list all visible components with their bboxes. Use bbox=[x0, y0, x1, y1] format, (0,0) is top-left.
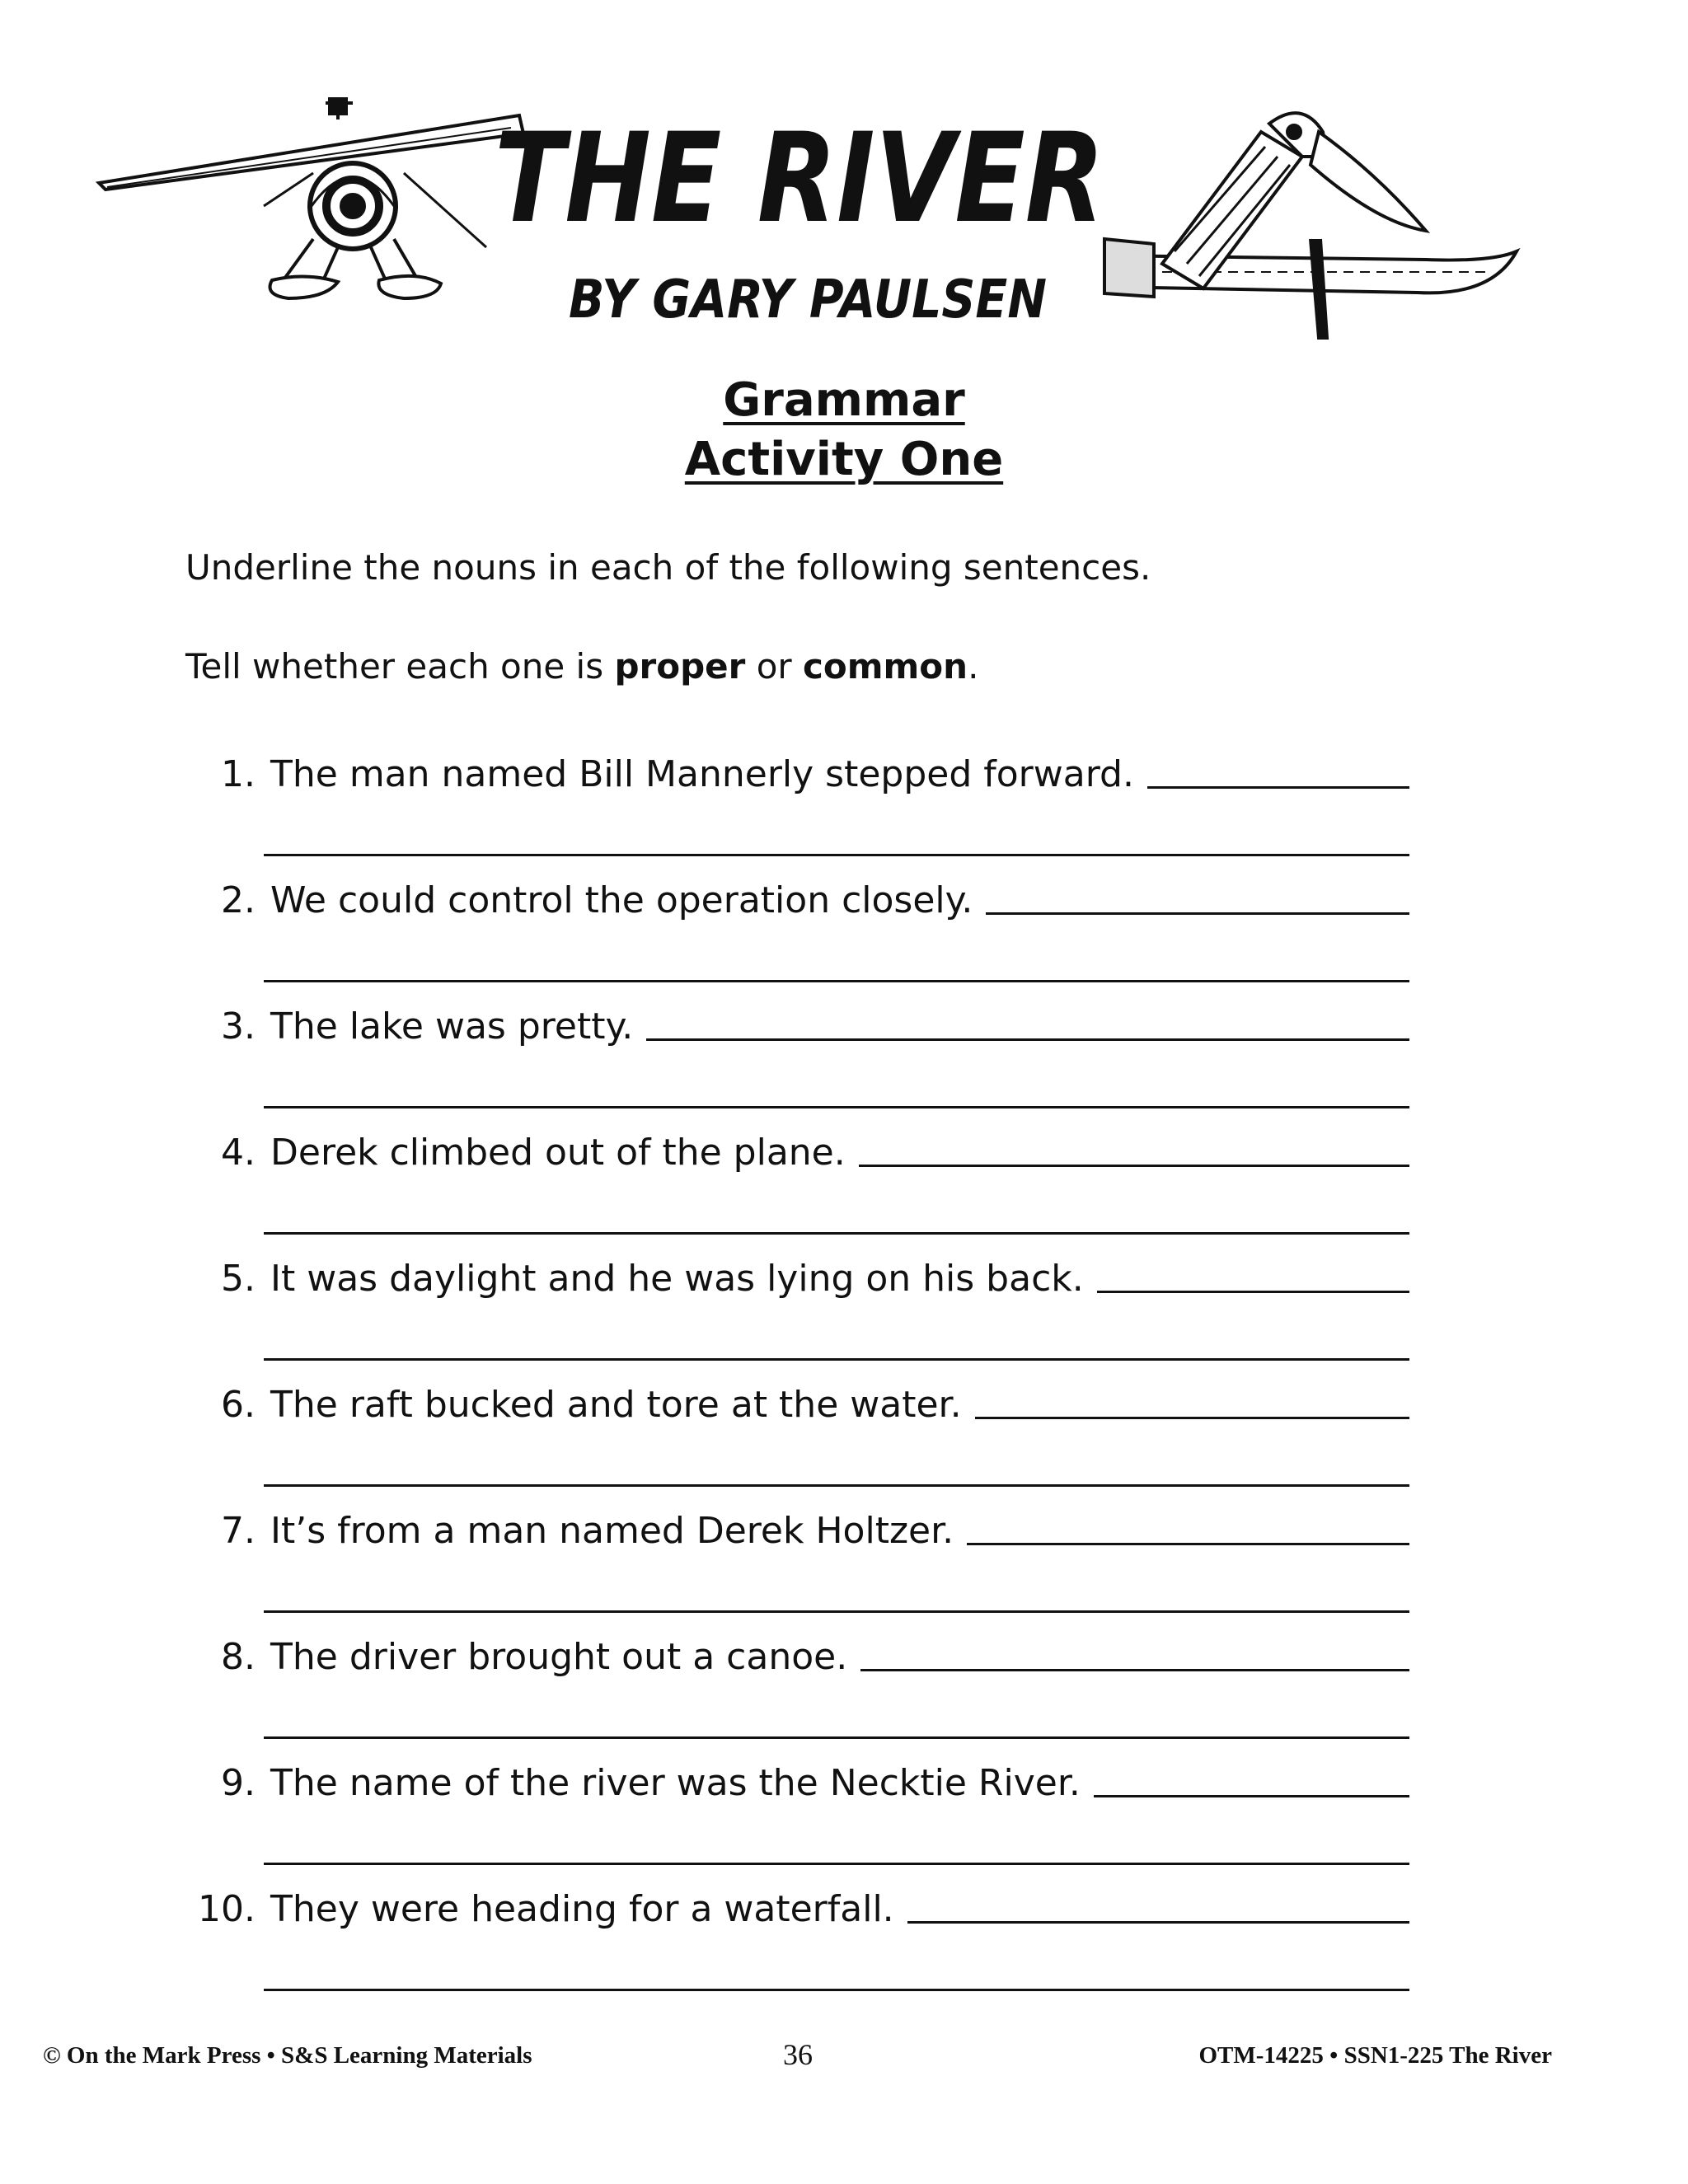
question-8 bbox=[173, 1629, 1409, 1678]
answer-blank[interactable] bbox=[1094, 1794, 1409, 1797]
question-7 bbox=[173, 1502, 1409, 1552]
instruction-text-a: Tell whether each one is bbox=[185, 646, 615, 687]
question-text: Derek climbed out of the plane. bbox=[270, 1132, 846, 1174]
airplane-illustration bbox=[99, 99, 523, 298]
instruction-common-bold: common bbox=[803, 646, 968, 687]
answer-blank[interactable] bbox=[859, 1164, 1409, 1167]
banner-title: THE RIVER bbox=[495, 107, 1104, 251]
question-3 bbox=[173, 998, 1409, 1047]
question-text: The raft bucked and tore at the water. bbox=[270, 1384, 962, 1426]
answer-line[interactable] bbox=[264, 1106, 1409, 1108]
answer-line[interactable] bbox=[264, 1610, 1409, 1613]
answer-line[interactable] bbox=[264, 1358, 1409, 1361]
question-number: 3. bbox=[221, 1005, 256, 1047]
instruction-proper-common bbox=[185, 646, 978, 687]
question-number: 1. bbox=[221, 753, 256, 795]
question-text: It was daylight and he was lying on his back. bbox=[270, 1258, 1084, 1300]
answer-blank[interactable] bbox=[975, 1416, 1409, 1419]
question-number: 10. bbox=[198, 1888, 256, 1930]
question-text: We could control the operation closely. bbox=[270, 879, 973, 921]
answer-blank[interactable] bbox=[860, 1668, 1409, 1671]
title-banner bbox=[91, 82, 1525, 346]
question-10 bbox=[173, 1881, 1409, 1930]
question-number: 8. bbox=[221, 1636, 256, 1678]
answer-blank[interactable] bbox=[646, 1038, 1409, 1041]
instruction-proper-bold: proper bbox=[614, 646, 746, 687]
question-5 bbox=[173, 1250, 1409, 1300]
question-9 bbox=[173, 1755, 1409, 1804]
question-text: They were heading for a waterfall. bbox=[270, 1888, 894, 1930]
question-text: The lake was pretty. bbox=[270, 1005, 634, 1047]
question-6 bbox=[173, 1376, 1409, 1426]
question-number: 9. bbox=[221, 1762, 256, 1804]
answer-blank[interactable] bbox=[1097, 1290, 1409, 1293]
answer-blank[interactable] bbox=[1147, 785, 1409, 789]
question-text: The driver brought out a canoe. bbox=[270, 1636, 848, 1678]
knife-illustration bbox=[1104, 113, 1517, 338]
answer-line[interactable] bbox=[264, 1232, 1409, 1235]
question-number: 7. bbox=[221, 1510, 256, 1552]
answer-line[interactable] bbox=[264, 1484, 1409, 1487]
question-number: 5. bbox=[221, 1258, 256, 1300]
footer-page-number: 36 bbox=[783, 2038, 813, 2071]
answer-line[interactable] bbox=[264, 980, 1409, 982]
banner-byline: BY GARY PAULSEN bbox=[569, 269, 1047, 330]
footer-publisher: © On the Mark Press • S&S Learning Materials bbox=[43, 2042, 532, 2069]
heading-activity-one: Activity One bbox=[684, 433, 1004, 486]
heading-grammar: Grammar bbox=[723, 373, 965, 427]
question-2 bbox=[173, 872, 1409, 921]
question-1 bbox=[173, 746, 1409, 795]
question-number: 6. bbox=[221, 1384, 256, 1426]
answer-blank[interactable] bbox=[907, 1920, 1409, 1924]
instruction-text-b: or bbox=[745, 646, 804, 687]
footer-product-code: OTM-14225 • SSN1-225 The River bbox=[1198, 2042, 1552, 2069]
instruction-underline: Underline the nouns in each of the following sentences. bbox=[185, 547, 1151, 588]
question-text: The name of the river was the Necktie River. bbox=[270, 1762, 1081, 1804]
question-text: The man named Bill Mannerly stepped forward. bbox=[270, 753, 1134, 795]
question-4 bbox=[173, 1124, 1409, 1174]
instruction-text-c: . bbox=[968, 646, 979, 687]
answer-blank[interactable] bbox=[986, 912, 1409, 915]
activity-headings bbox=[0, 371, 1688, 490]
question-number: 4. bbox=[221, 1132, 256, 1174]
answer-line[interactable] bbox=[264, 1736, 1409, 1739]
answer-line[interactable] bbox=[264, 1863, 1409, 1865]
answer-line[interactable] bbox=[264, 1989, 1409, 1991]
answer-line[interactable] bbox=[264, 854, 1409, 856]
question-text: It’s from a man named Derek Holtzer. bbox=[270, 1510, 954, 1552]
answer-blank[interactable] bbox=[967, 1542, 1409, 1545]
question-number: 2. bbox=[221, 879, 256, 921]
